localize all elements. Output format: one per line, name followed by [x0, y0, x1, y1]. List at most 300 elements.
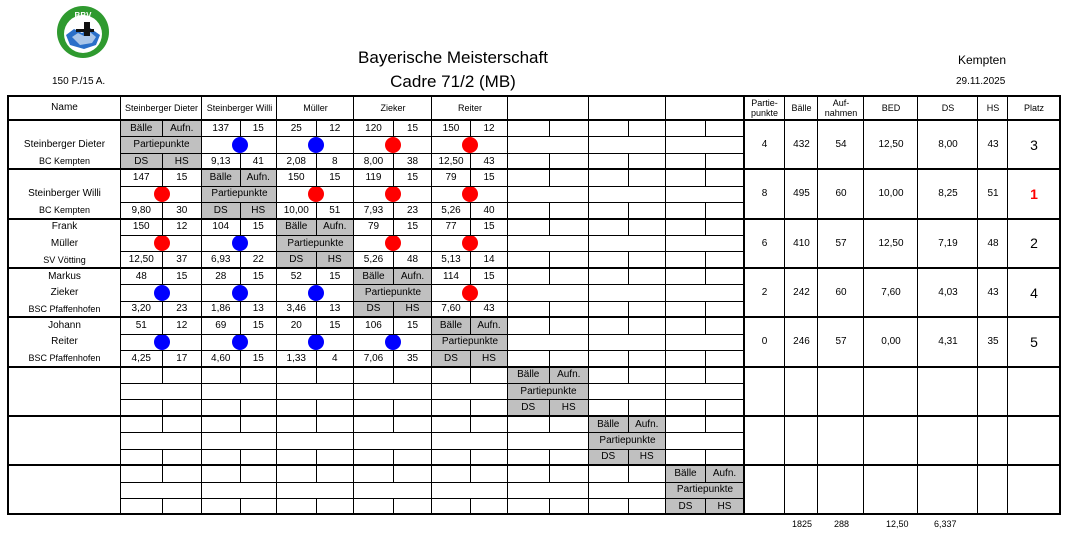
sub-row-line — [589, 432, 666, 433]
sub-row-line — [508, 482, 589, 483]
sub-col-line — [162, 219, 163, 235]
player-name: Zieker — [50, 287, 79, 299]
stat-value: 12,50 — [878, 139, 904, 151]
sub-row-line — [589, 136, 666, 137]
game-hs: 14 — [483, 254, 495, 266]
sub-col-line — [162, 169, 163, 185]
sub-row-line — [508, 136, 589, 137]
self-hs-label: HS — [316, 251, 355, 267]
sub-col-line — [393, 120, 394, 136]
col-border — [863, 95, 864, 515]
col-header-stat: Auf- nahmen — [824, 97, 858, 118]
page-subtitle: Cadre 71/2 (MB) — [390, 72, 516, 91]
self-innings-label: Aufn. — [240, 169, 278, 185]
sub-col-line — [393, 251, 394, 267]
sub-col-line — [162, 416, 163, 432]
player-first-name: Frank — [51, 221, 78, 233]
sub-col-line — [316, 202, 317, 218]
player-first-name — [8, 169, 121, 185]
sub-col-line — [549, 169, 550, 185]
stat-value: 4,03 — [938, 287, 958, 299]
sub-col-line — [470, 416, 471, 432]
player-name: Steinberger Willi — [28, 188, 101, 200]
sub-col-line — [393, 202, 394, 218]
sub-col-line — [549, 219, 550, 235]
self-ds-label: DS — [121, 153, 162, 169]
game-balls: 150 — [287, 172, 305, 183]
sub-col-line — [470, 268, 471, 284]
row-border — [8, 168, 1060, 170]
sub-row-line — [121, 334, 202, 335]
col-header-stat: DS — [941, 102, 955, 113]
sub-col-line — [393, 317, 394, 333]
game-ds: 7,06 — [363, 352, 384, 364]
game-balls: 20 — [290, 319, 302, 331]
sub-col-line — [162, 153, 163, 169]
win-dot — [385, 235, 401, 251]
sub-row-line — [666, 235, 744, 236]
sub-row-line — [202, 136, 277, 137]
sub-row-line — [202, 235, 277, 236]
sub-col-line — [162, 465, 163, 481]
game-innings: 15 — [483, 172, 495, 183]
win-dot — [462, 186, 478, 202]
sub-col-line — [470, 219, 471, 235]
sub-row-line — [277, 383, 354, 384]
sub-row-line — [277, 284, 354, 285]
col-border — [1059, 95, 1061, 515]
sub-col-line — [393, 268, 394, 284]
sub-row-line — [432, 284, 508, 285]
game-hs: 43 — [483, 303, 495, 315]
sub-row-line — [508, 383, 589, 384]
col-border — [7, 95, 9, 515]
sub-row-line — [589, 235, 666, 236]
game-innings: 12 — [329, 122, 341, 134]
sub-col-line — [705, 120, 706, 136]
sub-col-line — [240, 317, 241, 333]
sub-col-line — [240, 498, 241, 514]
sub-col-line — [316, 219, 317, 235]
sub-col-line — [549, 449, 550, 465]
sub-col-line — [316, 449, 317, 465]
stat-value: 7,19 — [938, 237, 958, 249]
sub-col-line — [316, 350, 317, 366]
game-hs: 43 — [483, 155, 495, 167]
self-balls-label: Bälle — [508, 367, 549, 383]
self-points-label: Partiepunkte — [508, 383, 589, 399]
sub-row-line — [666, 432, 744, 433]
location: Kempten — [958, 53, 1007, 67]
player-name: Steinberger Dieter — [23, 139, 106, 151]
game-innings: 15 — [252, 319, 264, 331]
game-hs: 41 — [252, 155, 264, 167]
sub-col-line — [240, 153, 241, 169]
sub-col-line — [705, 301, 706, 317]
game-innings: 15 — [406, 172, 419, 183]
stat-value: 43 — [987, 287, 999, 299]
stat-value: 12,50 — [878, 237, 904, 249]
player-name: Müller — [50, 237, 79, 249]
sub-col-line — [162, 251, 163, 267]
game-balls: 150 — [132, 221, 150, 233]
self-innings-label: Aufn. — [705, 465, 744, 481]
game-ds: 8,00 — [363, 155, 384, 167]
sub-col-line — [240, 219, 241, 235]
sub-col-line — [393, 350, 394, 366]
stat-value: 242 — [793, 287, 810, 299]
stat-value: 57 — [835, 237, 847, 249]
self-ds-label: DS — [589, 449, 628, 465]
sub-col-line — [628, 219, 629, 235]
game-ds: 10,00 — [283, 204, 309, 216]
game-innings: 15 — [483, 221, 495, 233]
sub-col-line — [628, 399, 629, 415]
win-dot — [385, 186, 401, 202]
self-balls-label: Bälle — [354, 268, 393, 284]
sub-row-line — [277, 235, 354, 236]
sub-col-line — [393, 449, 394, 465]
loss-dot — [232, 334, 248, 350]
stat-value: 48 — [987, 237, 999, 249]
game-innings: 12 — [176, 319, 188, 331]
sub-col-line — [628, 120, 629, 136]
stat-value: 410 — [793, 237, 810, 249]
game-balls: 106 — [365, 319, 382, 331]
self-points-label: Partiepunkte — [277, 235, 354, 251]
sub-col-line — [393, 367, 394, 383]
self-ds-label: DS — [432, 350, 470, 366]
game-balls: 147 — [132, 172, 150, 183]
sub-row-line — [354, 235, 432, 236]
stat-value: 2 — [761, 287, 768, 299]
sub-col-line — [240, 416, 241, 432]
win-dot — [308, 186, 324, 202]
stat-value: 8,25 — [938, 188, 958, 200]
place-value: 5 — [1030, 333, 1038, 350]
sub-col-line — [549, 251, 550, 267]
self-hs-label: HS — [549, 399, 590, 415]
sub-col-line — [549, 399, 550, 415]
sub-row-line — [277, 482, 354, 483]
game-hs: 4 — [331, 352, 338, 364]
sub-col-line — [162, 120, 163, 136]
sub-col-line — [162, 268, 163, 284]
total-innings: 288 — [834, 519, 850, 529]
self-hs-label: HS — [393, 301, 432, 317]
game-hs: 40 — [483, 204, 495, 216]
sub-col-line — [316, 301, 317, 317]
sub-col-line — [240, 120, 241, 136]
place-value: 4 — [1030, 284, 1038, 301]
sub-col-line — [628, 202, 629, 218]
game-hs: 17 — [176, 352, 188, 364]
game-hs: 22 — [252, 254, 264, 266]
sub-row-line — [121, 186, 202, 187]
game-innings: 15 — [252, 221, 264, 233]
sub-col-line — [705, 399, 706, 415]
game-ds: 12,50 — [128, 254, 154, 266]
stat-value: 43 — [987, 139, 999, 151]
game-hs: 35 — [406, 352, 419, 364]
sub-row-line — [121, 432, 202, 433]
date: 29.11.2025 — [956, 76, 1006, 87]
sub-col-line — [470, 202, 471, 218]
player-club: BC Kempten — [38, 205, 91, 216]
sub-col-line — [162, 301, 163, 317]
sub-col-line — [316, 268, 317, 284]
sub-row-line — [277, 432, 354, 433]
game-ds: 12,50 — [438, 155, 464, 167]
sub-col-line — [240, 268, 241, 284]
game-ds: 1,33 — [286, 352, 306, 364]
col-border — [1007, 95, 1008, 515]
sub-col-line — [549, 301, 550, 317]
row-border — [8, 267, 1060, 269]
stat-value: 35 — [987, 336, 999, 348]
self-ds-label: DS — [202, 202, 240, 218]
self-balls-label: Bälle — [589, 416, 628, 432]
stat-value: 60 — [835, 287, 847, 299]
self-points-label: Partiepunkte — [121, 136, 202, 152]
game-innings: 12 — [176, 221, 188, 233]
game-innings: 15 — [329, 319, 341, 331]
sub-col-line — [628, 350, 629, 366]
game-balls: 51 — [135, 319, 147, 331]
stat-value: 4 — [761, 139, 768, 151]
sub-row-line — [354, 284, 432, 285]
total-ds: 6,337 — [934, 519, 957, 529]
game-innings: 12 — [483, 122, 495, 134]
stat-value: 432 — [793, 139, 810, 151]
place-value: 1 — [1030, 185, 1038, 202]
sub-col-line — [470, 317, 471, 333]
loss-dot — [232, 235, 248, 251]
sub-col-line — [240, 449, 241, 465]
game-balls: 28 — [215, 270, 227, 282]
sub-col-line — [470, 169, 471, 185]
sub-col-line — [549, 120, 550, 136]
loss-dot — [385, 334, 401, 350]
sub-row-line — [666, 334, 744, 335]
sub-row-line — [354, 334, 432, 335]
col-header-opponent: Steinberger Dieter — [124, 102, 199, 113]
row-border — [8, 316, 1060, 318]
sub-row-line — [202, 482, 277, 483]
sub-col-line — [240, 350, 241, 366]
game-balls: 77 — [445, 221, 457, 233]
stat-value: 7,60 — [881, 287, 901, 299]
row-border — [8, 513, 1060, 515]
sub-row-line — [508, 284, 589, 285]
game-hs: 38 — [406, 155, 419, 167]
sub-col-line — [162, 317, 163, 333]
col-header-opponent: Müller — [303, 102, 328, 113]
game-hs: 30 — [176, 204, 188, 216]
loss-dot — [154, 334, 170, 350]
sub-col-line — [628, 301, 629, 317]
col-header-stat: Partie- punkte — [750, 97, 779, 118]
self-ds-label: DS — [666, 498, 705, 514]
stat-value: 6 — [761, 237, 768, 249]
stat-value: 8,00 — [938, 139, 958, 151]
player-first-name: Johann — [48, 319, 81, 331]
game-balls: 79 — [367, 221, 380, 233]
sub-row-line — [432, 383, 508, 384]
sub-row-line — [202, 334, 277, 335]
game-hs: 8 — [331, 155, 338, 167]
win-dot — [154, 186, 170, 202]
game-innings: 15 — [329, 172, 341, 183]
self-hs-label: HS — [240, 202, 278, 218]
sub-col-line — [316, 465, 317, 481]
game-balls: 52 — [290, 270, 302, 282]
sub-col-line — [316, 317, 317, 333]
sub-col-line — [162, 399, 163, 415]
sub-col-line — [549, 268, 550, 284]
self-balls-label: Bälle — [202, 169, 240, 185]
game-hs: 23 — [176, 303, 188, 315]
row-border — [8, 366, 1060, 368]
game-ds: 5,26 — [363, 254, 384, 266]
sub-col-line — [393, 301, 394, 317]
sub-col-line — [705, 219, 706, 235]
sub-row-line — [589, 383, 666, 384]
place-value: 2 — [1030, 235, 1038, 252]
page-title: Bayerische Meisterschaft — [358, 48, 548, 67]
game-balls: 69 — [215, 319, 227, 331]
col-border — [120, 95, 121, 515]
sub-row-line — [277, 186, 354, 187]
sub-col-line — [628, 317, 629, 333]
sub-col-line — [240, 301, 241, 317]
sub-row-line — [589, 482, 666, 483]
self-innings-label: Aufn. — [162, 120, 203, 136]
loss-dot — [232, 137, 248, 153]
sub-row-line — [589, 186, 666, 187]
self-points-label: Partiepunkte — [589, 432, 666, 448]
win-dot — [154, 235, 170, 251]
sub-row-line — [508, 432, 589, 433]
sub-row-line — [121, 284, 202, 285]
game-ds: 6,93 — [211, 254, 231, 266]
game-innings: 15 — [483, 270, 495, 282]
sub-col-line — [705, 153, 706, 169]
player-first-name — [8, 120, 121, 136]
sub-row-line — [432, 334, 508, 335]
self-hs-label: HS — [628, 449, 667, 465]
col-header-name: Name — [51, 102, 78, 113]
game-balls: 137 — [212, 122, 230, 134]
game-ds: 7,60 — [441, 303, 461, 315]
total-balls: 1825 — [792, 519, 813, 529]
sub-row-line — [354, 482, 432, 483]
col-border — [353, 95, 354, 515]
game-innings: 15 — [176, 270, 188, 282]
sub-row-line — [354, 383, 432, 384]
sub-col-line — [549, 498, 550, 514]
loss-dot — [308, 334, 324, 350]
game-hs: 48 — [406, 254, 419, 266]
loss-dot — [232, 285, 248, 301]
player-name: Reiter — [51, 336, 78, 348]
game-innings: 15 — [406, 221, 419, 233]
col-border — [817, 95, 818, 515]
sub-col-line — [316, 367, 317, 383]
sub-row-line — [589, 334, 666, 335]
sub-row-line — [508, 334, 589, 335]
game-hs: 37 — [176, 254, 188, 266]
sub-col-line — [705, 465, 706, 481]
sub-col-line — [240, 169, 241, 185]
sub-col-line — [705, 498, 706, 514]
sub-row-line — [121, 235, 202, 236]
self-points-label: Partiepunkte — [666, 482, 744, 498]
sub-row-line — [432, 186, 508, 187]
row-border — [8, 464, 1060, 466]
sub-col-line — [240, 465, 241, 481]
sub-col-line — [628, 153, 629, 169]
game-innings: 15 — [252, 122, 264, 134]
sub-col-line — [470, 251, 471, 267]
sub-col-line — [628, 465, 629, 481]
sub-col-line — [470, 465, 471, 481]
stat-value: 60 — [835, 188, 847, 200]
col-border — [201, 95, 202, 515]
self-innings-label: Aufn. — [393, 268, 432, 284]
self-hs-label: HS — [470, 350, 508, 366]
col-header-stat: HS — [986, 102, 1000, 113]
game-ds: 5,26 — [441, 204, 461, 216]
sub-row-line — [432, 235, 508, 236]
sub-col-line — [316, 416, 317, 432]
sub-col-line — [549, 465, 550, 481]
sub-col-line — [162, 449, 163, 465]
sub-row-line — [432, 482, 508, 483]
game-innings: 15 — [252, 270, 264, 282]
self-ds-label: DS — [508, 399, 549, 415]
sub-row-line — [277, 136, 354, 137]
self-hs-label: HS — [162, 153, 203, 169]
sub-col-line — [705, 268, 706, 284]
sub-col-line — [240, 399, 241, 415]
sub-col-line — [470, 367, 471, 383]
self-points-label: Partiepunkte — [432, 334, 508, 350]
self-innings-label: Aufn. — [470, 317, 508, 333]
game-balls: 79 — [445, 172, 457, 183]
sub-col-line — [549, 350, 550, 366]
win-dot — [462, 285, 478, 301]
stat-value: 8 — [761, 188, 768, 200]
game-balls: 104 — [212, 221, 230, 233]
game-ds: 2,08 — [286, 155, 306, 167]
rule-note: 150 P./15 A. — [52, 76, 106, 87]
sub-col-line — [628, 449, 629, 465]
player-first-name: Markus — [48, 270, 81, 282]
loss-dot — [308, 285, 324, 301]
game-ds: 7,93 — [363, 204, 384, 216]
sub-col-line — [705, 350, 706, 366]
sub-row-line — [666, 284, 744, 285]
place-value: 3 — [1030, 136, 1038, 153]
self-balls-label: Bälle — [432, 317, 470, 333]
self-ds-label: DS — [354, 301, 393, 317]
svg-text:BBV: BBV — [74, 11, 92, 20]
sub-row-line — [121, 136, 202, 137]
sub-row-line — [202, 432, 277, 433]
sub-col-line — [316, 399, 317, 415]
sub-col-line — [162, 350, 163, 366]
